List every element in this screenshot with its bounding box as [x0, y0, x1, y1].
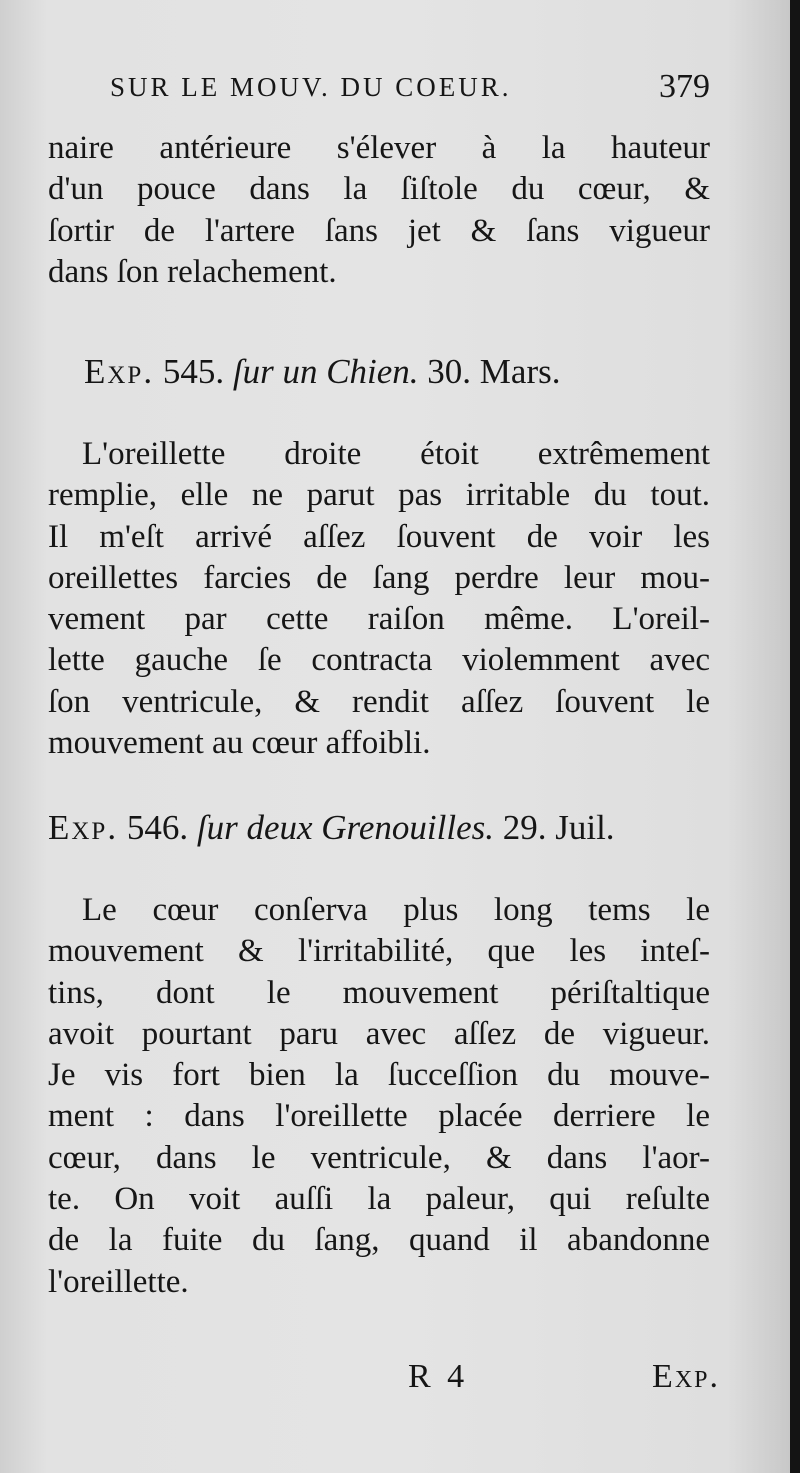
exp-546-heading [48, 808, 710, 848]
signature-mark: R 4 [408, 1358, 469, 1395]
text-line: d'un pouce dans la ſiſtole du cœur, & [48, 171, 710, 208]
text-line: oreillettes farcies de ſang perdre leur mou- [48, 559, 710, 596]
text-line: lette gauche ſe contracta violemment avec [48, 642, 710, 679]
exp-545-paragraph [48, 434, 710, 764]
text-line: mouvement au cœur affoibli. [48, 725, 431, 762]
text-line: te. On voit auſſi la paleur, qui reſulte [48, 1181, 710, 1218]
scan-edge [790, 0, 800, 1473]
text-line: cœur, dans le ventricule, & dans l'aor- [48, 1139, 710, 1176]
exp-subject: ſur deux Grenouilles. [196, 808, 494, 847]
text-line: naire antérieure s'élever à la hauteur [48, 130, 710, 166]
exp-545-heading [48, 352, 710, 392]
text-line: Il m'eſt arrivé aſſez ſouvent de voir les [48, 518, 710, 555]
text-line: ſon ventricule, & rendit aſſez ſouvent le [48, 683, 710, 720]
text-line: de la fuite du ſang, quand il abandonne [48, 1222, 710, 1259]
text-line: vement par cette raiſon même. L'oreil- [48, 601, 710, 638]
exp-546-paragraph [48, 890, 710, 1303]
exp-subject: ſur un Chien. [232, 352, 419, 391]
exp-label: Exp. [48, 808, 119, 847]
exp-date: 30. Mars. [427, 352, 561, 391]
text-line: l'oreillette. [48, 1263, 189, 1300]
exp-label: Exp. [84, 352, 155, 391]
text-line: ſortir de l'artere ſans jet & ſans vigueur [48, 212, 710, 249]
exp-number: 546. [126, 808, 189, 847]
text-line: avoit pourtant paru avec aſſez de vigueur. [48, 1015, 710, 1052]
continuation-paragraph [48, 128, 710, 293]
text-line: dans ſon relachement. [48, 253, 337, 290]
page-header [110, 68, 710, 118]
text-line: ment : dans l'oreillette placée derriere le [48, 1098, 710, 1135]
exp-date: 29. Juil. [502, 808, 615, 847]
exp-number: 545. [162, 352, 225, 391]
text-line: mouvement & l'irritabilité, que les inteſ- [48, 933, 710, 970]
text-line: tins, dont le mouvement périſtaltique [48, 974, 710, 1011]
text-line: remplie, elle ne parut pas irritable du tout. [48, 477, 710, 514]
page-footer [48, 1358, 720, 1408]
catchword: Exp. [652, 1358, 720, 1395]
text-line: Le cœur conſerva plus long tems le [82, 892, 710, 928]
text-line: Je vis fort bien la ſucceſſion du mouve- [48, 1057, 710, 1094]
page-number: 379 [659, 68, 710, 105]
running-title: SUR LE MOUV. DU COEUR. [110, 72, 512, 102]
text-line: L'oreillette droite étoit extrêmement [82, 436, 710, 472]
